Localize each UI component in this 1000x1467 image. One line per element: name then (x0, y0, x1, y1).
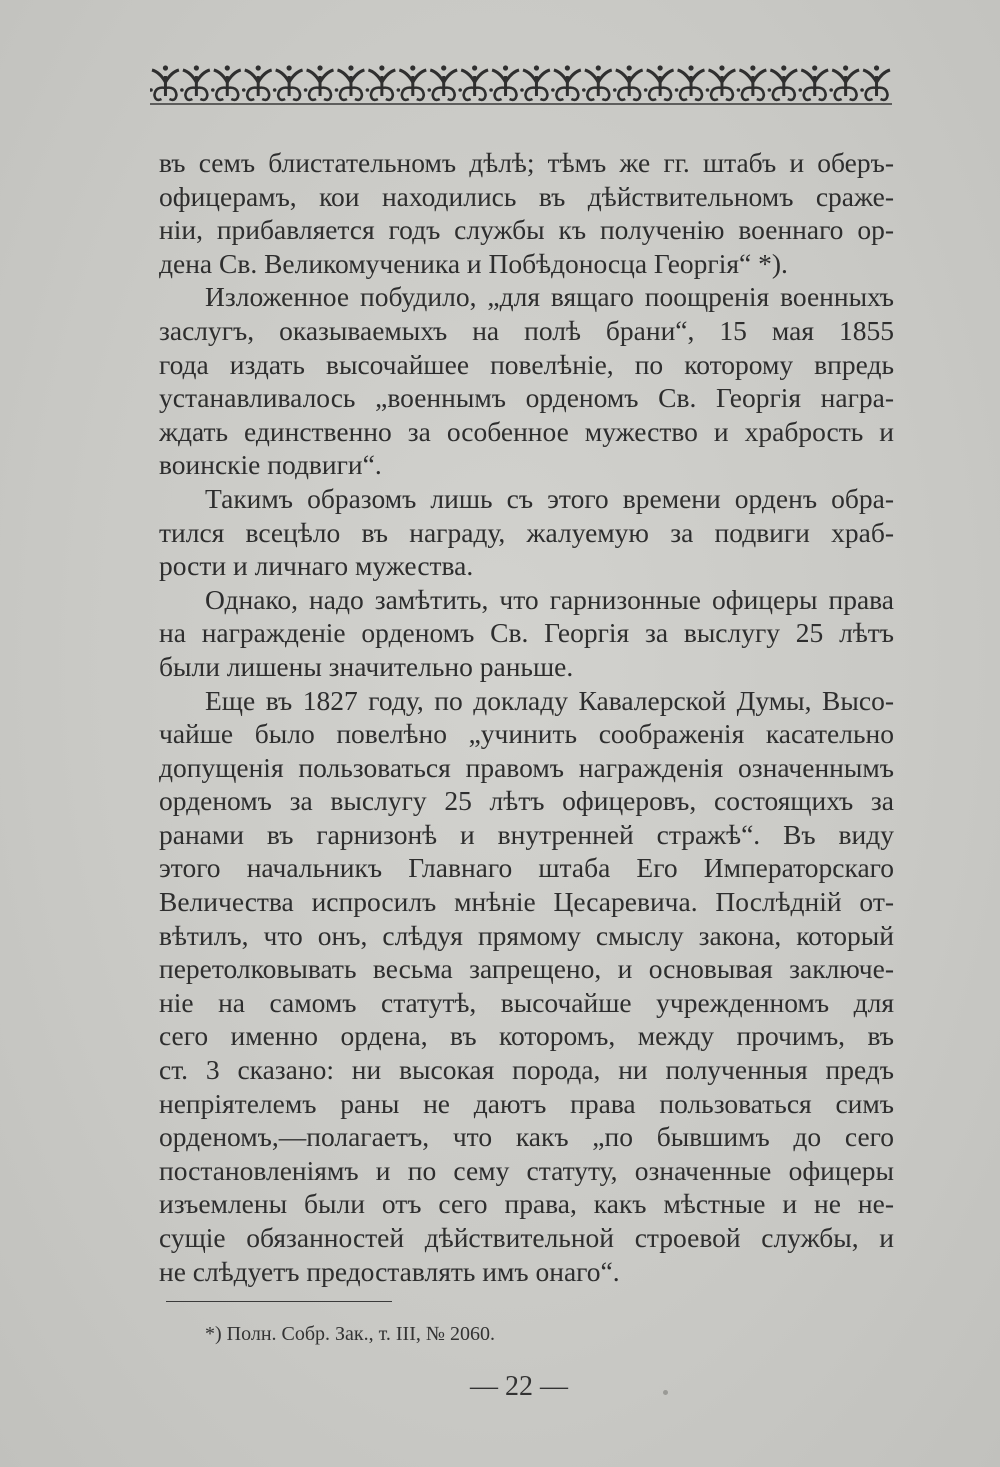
ornament-motif (397, 65, 427, 100)
text-line: воинскiе подвиги“. (159, 449, 382, 481)
text-line: чайше было повелѣно „учинить соображенiя касательно (159, 718, 894, 750)
paragraph (159, 684, 894, 1289)
paper-speck (663, 1390, 668, 1395)
ornament-motif (520, 65, 550, 100)
ornament-motif (489, 65, 519, 100)
text-line: заслугъ, оказываемыхъ на полѣ брани“, 15 мая 1855 (159, 314, 894, 346)
text-line: Такимъ образомъ лишь съ этого времени орденъ обра- (205, 482, 894, 514)
paragraph (159, 280, 894, 482)
text-line: рости и личнаго мужества. (159, 550, 474, 582)
text-line: сущiе обязанностей дѣйствительной строевой службы, и (159, 1222, 894, 1253)
text-line: непрiятелемъ раны не даютъ права пользоваться симъ (159, 1087, 894, 1119)
text-line: дена Св. Великомученика и Побѣдоносца Георгiя“ *). (159, 247, 788, 279)
paragraph (159, 482, 894, 583)
text-line: нiи, прибавляется годъ службы къ полученiю военнаго ор- (159, 214, 894, 246)
ornament-motif (798, 65, 828, 100)
ornamental-band-icon (150, 62, 892, 106)
ornament-motif (304, 65, 334, 100)
text-line: въ семъ блистательномъ дѣлѣ; тѣмъ же гг. штабъ и оберъ- (159, 147, 894, 178)
text-line: постановленiямъ и по сему статуту, означенные офицеры (159, 1154, 894, 1186)
text-line: Еще въ 1827 году, по докладу Кавалерской Думы, Высо- (205, 684, 894, 716)
ornament-motif (427, 65, 457, 100)
footnote-divider (166, 1301, 392, 1302)
ornament-motif (273, 65, 303, 100)
paragraph (159, 146, 894, 280)
ornament-motif (551, 65, 581, 100)
text-line: вѣтилъ, что онъ, слѣдуя прямому смыслу закона, который (159, 919, 894, 951)
ornament-motif (737, 65, 767, 100)
ornament-motif (180, 65, 210, 100)
text-line: тился всецѣло въ награду, жалуемую за подвиги храб- (159, 516, 894, 548)
ornament-motif (458, 65, 488, 100)
text-line: на награжденiе орденомъ Св. Георгiя за выслугу 25 лѣтъ (159, 617, 894, 649)
ornament-motif (150, 65, 179, 100)
text-line: орденомъ за выслугу 25 лѣтъ офицеровъ, состоящихъ за (159, 785, 894, 817)
text-line: Величества испросилъ мнѣнiе Цесаревича. Послѣднiй от- (159, 886, 894, 918)
text-line: ранами въ гарнизонѣ и внутренней стражѣ“. Въ виду (159, 818, 894, 850)
text-line: этого начальникъ Главнаго штаба Его Императорскаго (159, 852, 894, 884)
ornament-motif (829, 65, 859, 100)
ornament-motif (706, 65, 736, 100)
ornament-motif (644, 65, 674, 100)
ornament-motif (335, 65, 365, 100)
text-line: Однако, надо замѣтить, что гарнизонные офицеры права (205, 583, 894, 615)
text-line: допущенiя пользоваться правомъ награжденiя означеннымъ (159, 751, 894, 783)
paragraph (159, 583, 894, 684)
text-line: изъемлены были отъ сего права, какъ мѣстные и не не- (159, 1188, 894, 1220)
footnote: *) Полн. Собр. Зак., т. III, № 2060. (205, 1323, 495, 1345)
ornament-motif (675, 65, 705, 100)
text-line: перетолковывать весьма запрещено, и основывая заключе- (159, 953, 894, 985)
text-line: орденомъ,—полагаетъ, что какъ „по бывшимъ до сего (159, 1121, 894, 1153)
ornament-motif (582, 65, 612, 100)
ornament-motif (860, 65, 890, 100)
text-line: ждать единственно за особенное мужество и храбрость и (159, 415, 894, 447)
ornament-motif (768, 65, 798, 100)
text-line: года издать высочайшее повелѣнiе, по которому впредь (159, 348, 894, 380)
text-line: устанавливалось „военнымъ орденомъ Св. Георгiя награ- (159, 382, 894, 414)
text-line: офицерамъ, кои находились въ дѣйствительномъ сраже- (159, 180, 894, 212)
body-text (159, 146, 894, 1288)
text-line: не слѣдуетъ предоставлять имъ онаго“. (159, 1255, 620, 1287)
ornament-motif (211, 65, 241, 100)
text-line: были лишены значительно раньше. (159, 650, 574, 682)
text-line: ст. 3 сказано: ни высокая порода, ни полученныя предъ (159, 1054, 894, 1086)
ornament-motif (613, 65, 643, 100)
page-number: — 22 — (470, 1371, 568, 1402)
text-line: нiе на самомъ статутѣ, высочайше учрежденномъ для (159, 986, 894, 1018)
text-line: Изложенное побудило, „для вящаго поощренiя военныхъ (205, 281, 894, 313)
text-line: сего именно ордена, въ которомъ, между прочимъ, въ (159, 1020, 894, 1052)
ornament-motif (366, 65, 396, 100)
ornament-motif (242, 65, 272, 100)
